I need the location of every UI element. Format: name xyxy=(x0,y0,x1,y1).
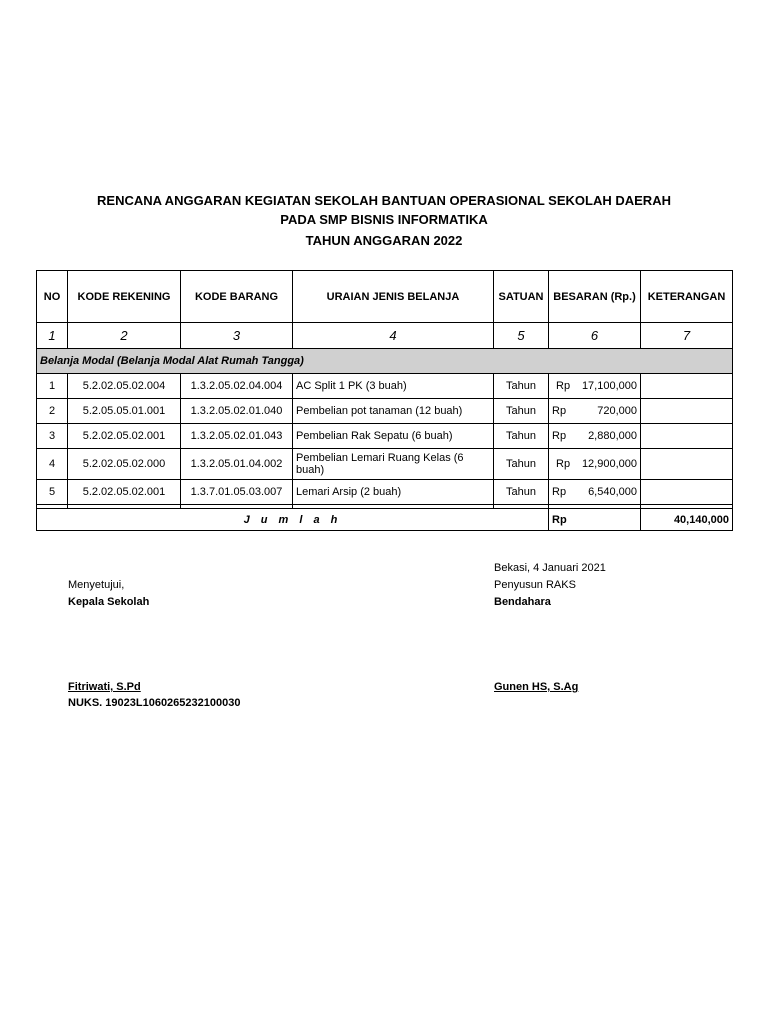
cell-uraian: Pembelian Rak Sepatu (6 buah) xyxy=(293,424,494,449)
cell-besaran xyxy=(549,480,641,505)
cell-kode-barang: 1.3.2.05.01.04.002 xyxy=(181,449,293,480)
cell-kode-barang: 1.3.2.05.02.01.043 xyxy=(181,424,293,449)
cell-uraian: Lemari Arsip (2 buah) xyxy=(293,480,494,505)
place-date: Bekasi, 4 Januari 2021 xyxy=(494,562,606,574)
cell-kode-rekening: 5.2.02.05.02.004 xyxy=(68,374,181,399)
header-uraian: URAIAN JENIS BELANJA xyxy=(293,271,494,323)
category-row xyxy=(37,349,733,374)
right-signatory-name: Gunen HS, S.Ag xyxy=(494,681,579,693)
header-besaran: BESARAN (Rp.) xyxy=(549,271,641,323)
cell-keterangan xyxy=(641,424,733,449)
title-line-1: RENCANA ANGGARAN KEGIATAN SEKOLAH BANTUAN OPERASIONAL SEKOLAH DAERAH xyxy=(97,193,671,208)
cell-kode-rekening: 5.2.02.05.02.001 xyxy=(68,424,181,449)
amount-value: 6,540,000 xyxy=(588,486,637,498)
total-label: J u m l a h xyxy=(37,509,549,531)
header-no: NO xyxy=(37,271,68,323)
amount-value: 720,000 xyxy=(597,405,637,417)
header-keterangan: KETERANGAN xyxy=(641,271,733,323)
cell-besaran xyxy=(549,424,641,449)
left-role: Kepala Sekolah xyxy=(68,596,150,608)
table-row xyxy=(37,374,733,399)
cell-keterangan xyxy=(641,374,733,399)
amount-value: 2,880,000 xyxy=(588,430,637,442)
cell-besaran xyxy=(549,399,641,424)
cell-kode-barang: 1.3.7.01.05.03.007 xyxy=(181,480,293,505)
col-number: 6 xyxy=(549,323,641,349)
cell-satuan: Tahun xyxy=(494,399,549,424)
amount-value: 17,100,000 xyxy=(581,380,637,392)
currency-label: Rp xyxy=(552,405,567,417)
cell-kode-rekening: 5.2.02.05.02.001 xyxy=(68,480,181,505)
currency-label: Rp xyxy=(556,458,571,470)
right-role: Bendahara xyxy=(494,596,551,608)
left-intro: Menyetujui, xyxy=(68,579,125,591)
cell-satuan: Tahun xyxy=(494,480,549,505)
cell-satuan: Tahun xyxy=(494,424,549,449)
header-satuan: SATUAN xyxy=(494,271,549,323)
cell-no: 3 xyxy=(37,424,68,449)
cell-keterangan xyxy=(641,449,733,480)
total-value: 40,140,000 xyxy=(641,509,733,531)
right-intro: Penyusun RAKS xyxy=(494,579,576,591)
col-number: 3 xyxy=(181,323,293,349)
header-kode-rekening: KODE REKENING xyxy=(68,271,181,323)
table-row xyxy=(37,480,733,505)
col-number: 2 xyxy=(68,323,181,349)
cell-kode-rekening: 5.2.05.05.01.001 xyxy=(68,399,181,424)
table-row xyxy=(37,399,733,424)
cell-kode-barang: 1.3.2.05.02.04.004 xyxy=(181,374,293,399)
total-row xyxy=(37,509,733,531)
cell-no: 4 xyxy=(37,449,68,480)
title-line-3: TAHUN ANGGARAN 2022 xyxy=(305,233,463,248)
table-row xyxy=(37,424,733,449)
table-row xyxy=(37,449,733,480)
column-number-row xyxy=(37,323,733,349)
cell-kode-rekening: 5.2.02.05.02.000 xyxy=(68,449,181,480)
table-header-row xyxy=(37,271,733,323)
currency-label: Rp xyxy=(556,380,571,392)
cell-no: 2 xyxy=(37,399,68,424)
cell-satuan: Tahun xyxy=(494,449,549,480)
cell-satuan: Tahun xyxy=(494,374,549,399)
amount-value: 12,900,000 xyxy=(581,458,637,470)
cell-kode-barang: 1.3.2.05.02.01.040 xyxy=(181,399,293,424)
col-number: 7 xyxy=(641,323,733,349)
cell-keterangan xyxy=(641,399,733,424)
col-number: 4 xyxy=(293,323,494,349)
cell-uraian: Pembelian pot tanaman (12 buah) xyxy=(293,399,494,424)
currency-label: Rp xyxy=(552,430,567,442)
cell-uraian: AC Split 1 PK (3 buah) xyxy=(293,374,494,399)
title-line-2: PADA SMP BISNIS INFORMATIKA xyxy=(280,212,488,227)
cell-keterangan xyxy=(641,480,733,505)
col-number: 1 xyxy=(37,323,68,349)
header-kode-barang: KODE BARANG xyxy=(181,271,293,323)
cell-besaran xyxy=(549,374,641,399)
total-currency: Rp xyxy=(549,509,641,531)
cell-no: 5 xyxy=(37,480,68,505)
cell-besaran xyxy=(549,449,641,480)
cell-no: 1 xyxy=(37,374,68,399)
budget-table xyxy=(36,270,733,531)
currency-label: Rp xyxy=(552,486,567,498)
left-signatory-id: NUKS. 19023L1060265232100030 xyxy=(68,697,241,709)
category-label: Belanja Modal (Belanja Modal Alat Rumah Tangga) xyxy=(37,349,733,374)
cell-uraian: Pembelian Lemari Ruang Kelas (6 buah) xyxy=(293,449,494,480)
left-signatory-name: Fitriwati, S.Pd xyxy=(68,681,141,693)
col-number: 5 xyxy=(494,323,549,349)
